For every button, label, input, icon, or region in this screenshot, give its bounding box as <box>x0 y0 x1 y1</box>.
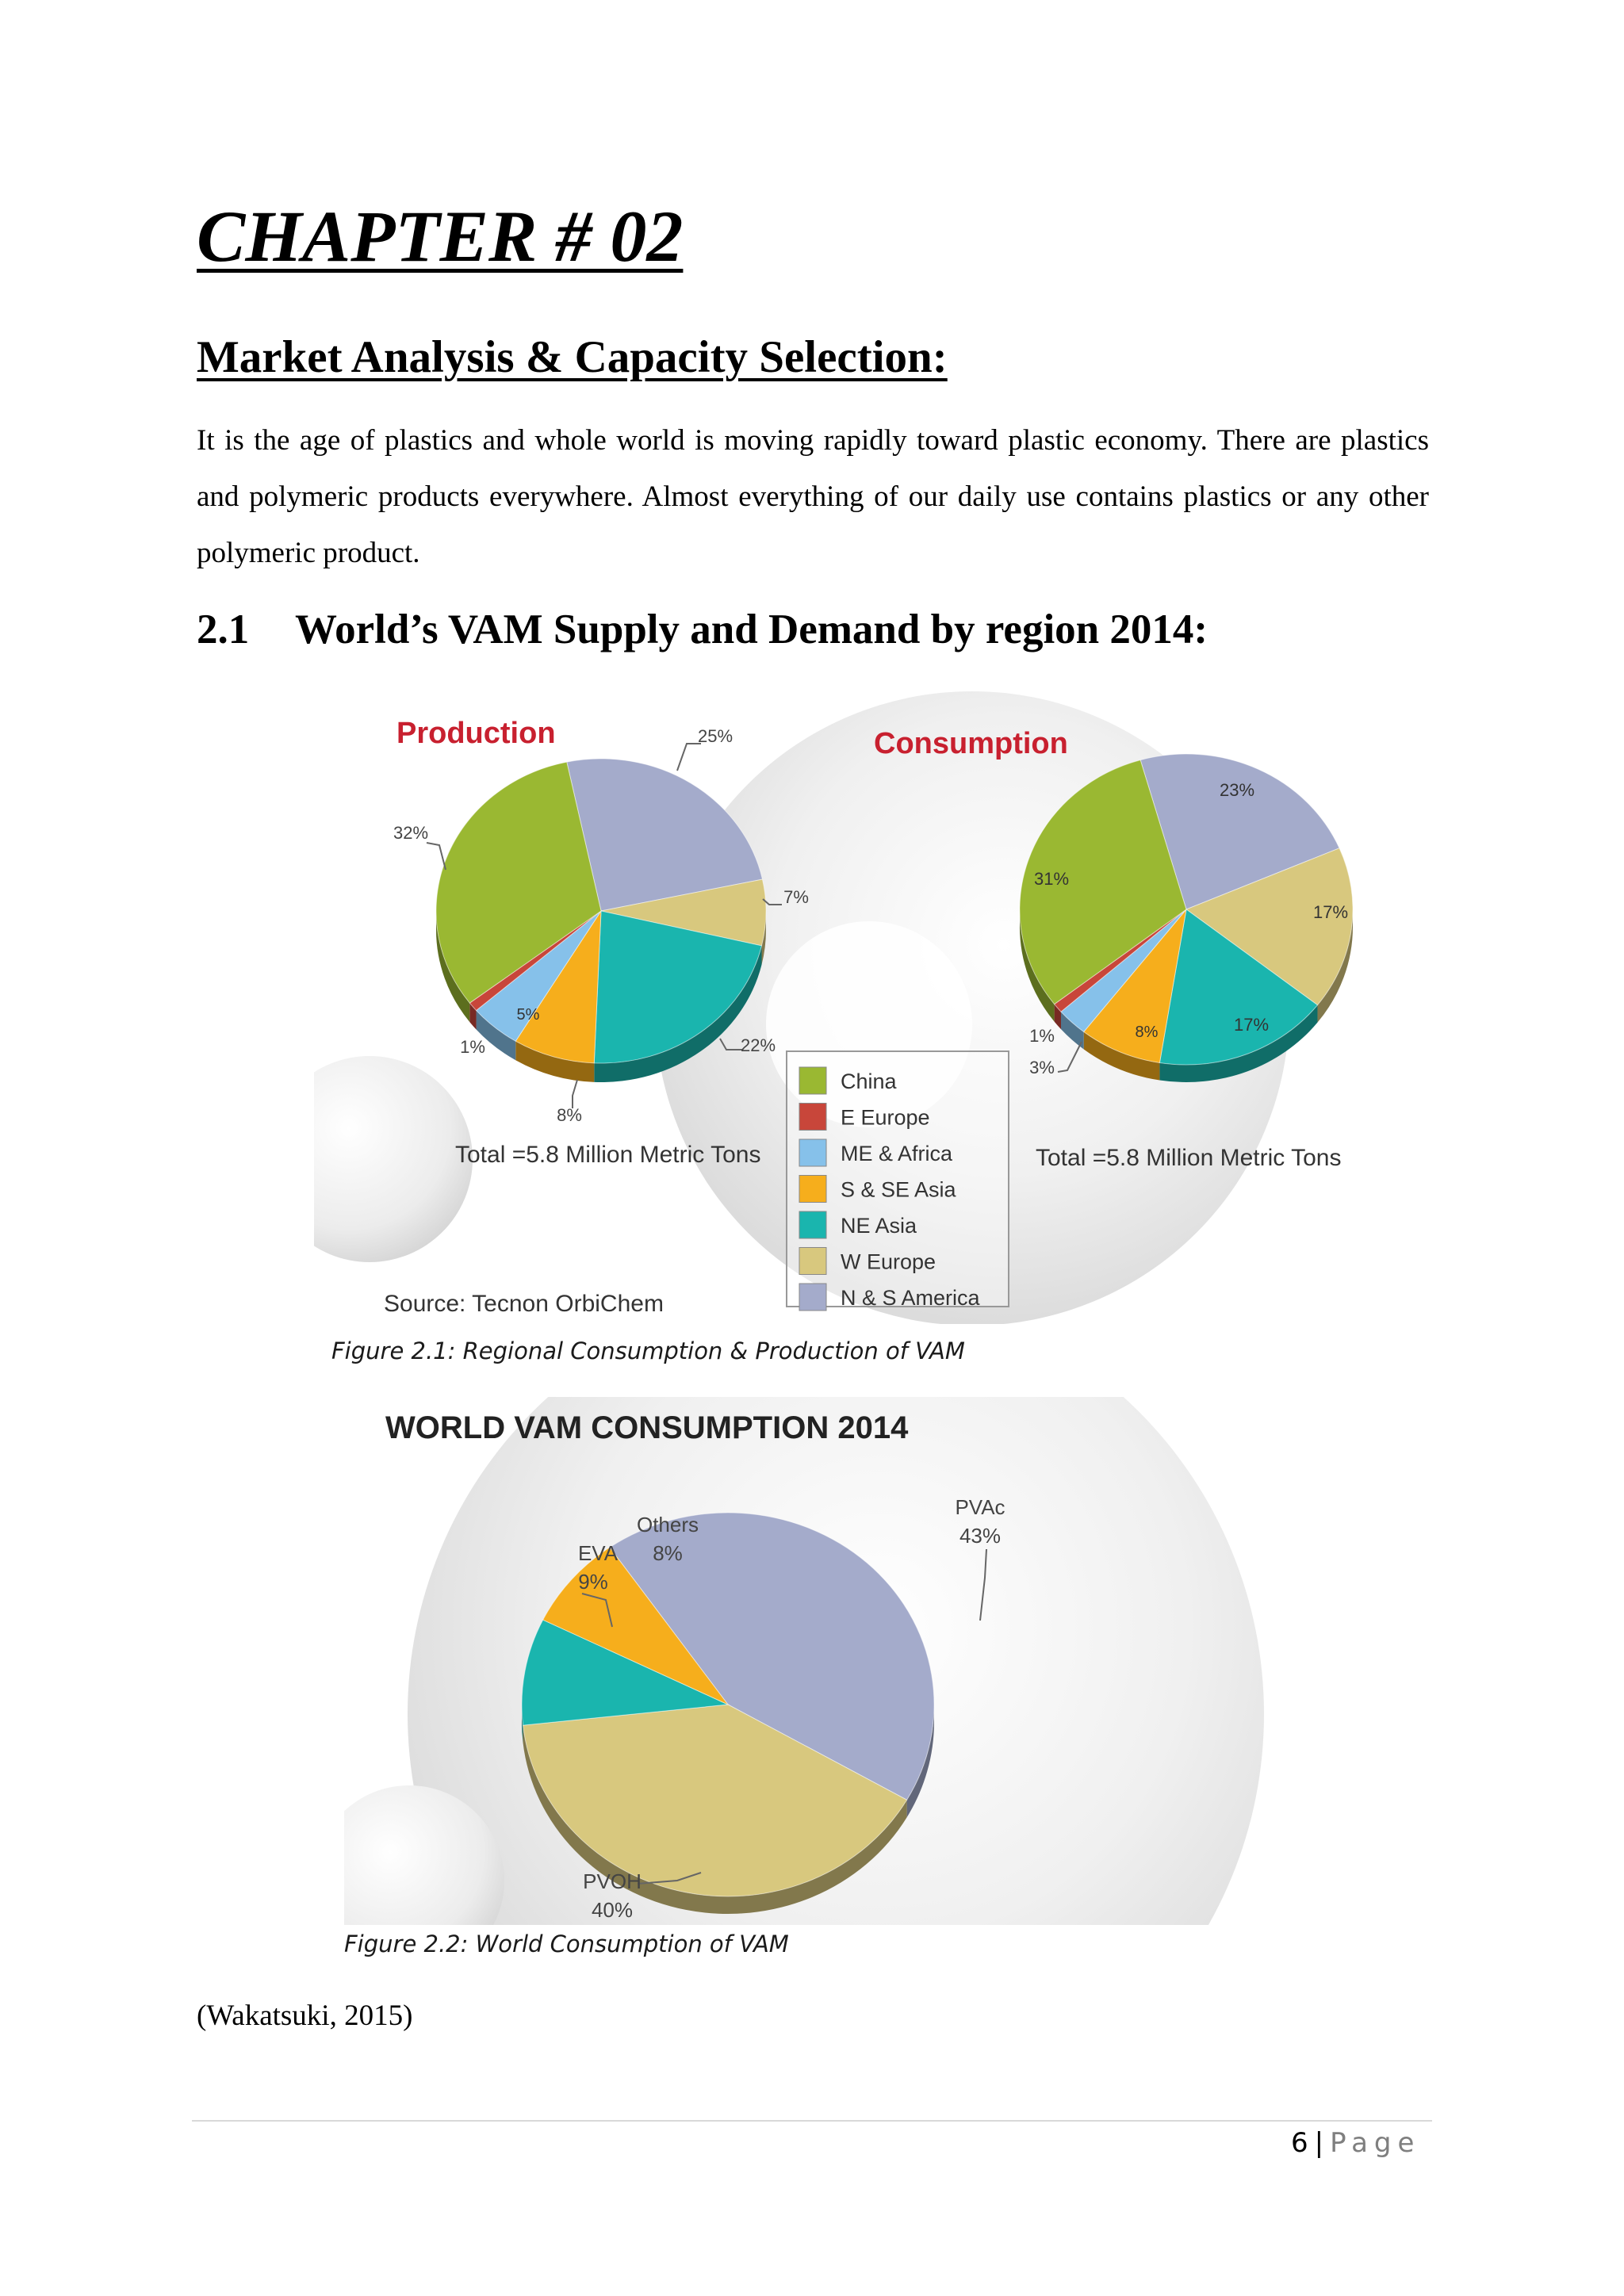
legend <box>787 1051 1009 1311</box>
legend-label-me-and-africa: ME & Africa <box>841 1142 953 1165</box>
world-vam-chart <box>344 1397 1280 1925</box>
page-number: 6 <box>1291 2127 1308 2159</box>
figure-regional-vam <box>314 683 1364 1324</box>
legend-label-china: China <box>841 1070 897 1093</box>
legend-label-s-and-se-asia: S & SE Asia <box>841 1177 956 1202</box>
world-value-label-eva: 9% <box>578 1570 608 1594</box>
figure-1-caption: Figure 2.1: Regional Consumption & Production of VAM <box>331 1337 965 1364</box>
world-value-label-pvoh: 40% <box>591 1898 634 1922</box>
legend-label-ne-asia: NE Asia <box>841 1214 917 1238</box>
legend-swatch-n-and-s-america <box>799 1284 826 1311</box>
subsection-number: 2.1 <box>197 607 250 652</box>
consumption-value-label-e-europe: 1% <box>1029 1026 1055 1046</box>
footer-separator: | <box>1314 2127 1324 2159</box>
consumption-value-label-me-and-africa: 3% <box>1029 1058 1055 1077</box>
legend-label-e-europe: E Europe <box>841 1105 930 1130</box>
production-value-label-me-and-africa: 5% <box>516 1006 540 1024</box>
section-heading: Market Analysis & Capacity Selection: <box>197 332 948 382</box>
legend-swatch-ne-asia <box>799 1211 826 1238</box>
production-value-label-e-europe: 1% <box>460 1037 485 1057</box>
consumption-total-label: Total =5.8 Million Metric Tons <box>1036 1145 1342 1171</box>
world-name-label-pvoh: PVOH <box>583 1869 642 1893</box>
legend-swatch-china <box>799 1067 826 1094</box>
legend-label-n-and-s-america: N & S America <box>841 1286 980 1310</box>
world-name-label-eva: EVA <box>577 1541 619 1565</box>
legend-swatch-w-europe <box>799 1248 826 1275</box>
page-footer <box>1291 2127 1421 2159</box>
intro-paragraph: It is the age of plastics and whole world is moving rapidly toward plastic economy. There are plastics and polymeric products everywhere. Almost everything of our daily use contains plastics or any other polymeric product. <box>197 424 1429 569</box>
regional-vam-chart <box>314 683 1364 1324</box>
figure-world-vam <box>344 1397 1280 1925</box>
production-title: Production <box>396 717 556 750</box>
legend-swatch-s-and-se-asia <box>799 1176 826 1203</box>
consumption-value-label-w-europe: 17% <box>1312 902 1349 922</box>
subsection-title: World’s VAM Supply and Demand by region 2014: <box>295 607 1208 652</box>
world-consumption-title: WORLD VAM CONSUMPTION 2014 <box>385 1410 909 1445</box>
world-name-label-others: Others <box>636 1513 699 1536</box>
production-value-label-china: 32% <box>393 823 429 843</box>
legend-swatch-e-europe <box>799 1104 826 1131</box>
world-name-label-pvac: PVAc <box>955 1495 1005 1519</box>
page-word: Page <box>1330 2127 1421 2159</box>
world-value-label-pvac: 43% <box>959 1524 1002 1548</box>
figure-2-caption: Figure 2.2: World Consumption of VAM <box>344 1931 789 1957</box>
footer-divider <box>192 2120 1432 2122</box>
consumption-value-label-n-and-s-america: 23% <box>1219 780 1255 800</box>
legend-swatch-me-and-africa <box>799 1139 826 1166</box>
legend-label-w-europe: W Europe <box>841 1249 936 1274</box>
citation: (Wakatsuki, 2015) <box>197 1999 413 2032</box>
consumption-value-label-ne-asia: 17% <box>1233 1015 1270 1035</box>
consumption-value-label-china: 31% <box>1033 869 1070 889</box>
production-value-label-s-and-se-asia: 8% <box>557 1105 582 1125</box>
production-value-label-n-and-s-america: 25% <box>697 726 733 746</box>
production-value-label-ne-asia: 22% <box>740 1035 776 1055</box>
chapter-heading: CHAPTER # 02 <box>197 196 684 277</box>
production-value-label-w-europe: 7% <box>783 887 809 907</box>
world-value-label-others: 8% <box>653 1541 683 1565</box>
consumption-title: Consumption <box>874 727 1068 760</box>
source-label: Source: Tecnon OrbiChem <box>384 1291 664 1317</box>
production-total-label: Total =5.8 Million Metric Tons <box>455 1142 761 1168</box>
consumption-value-label-s-and-se-asia: 8% <box>1135 1024 1159 1041</box>
